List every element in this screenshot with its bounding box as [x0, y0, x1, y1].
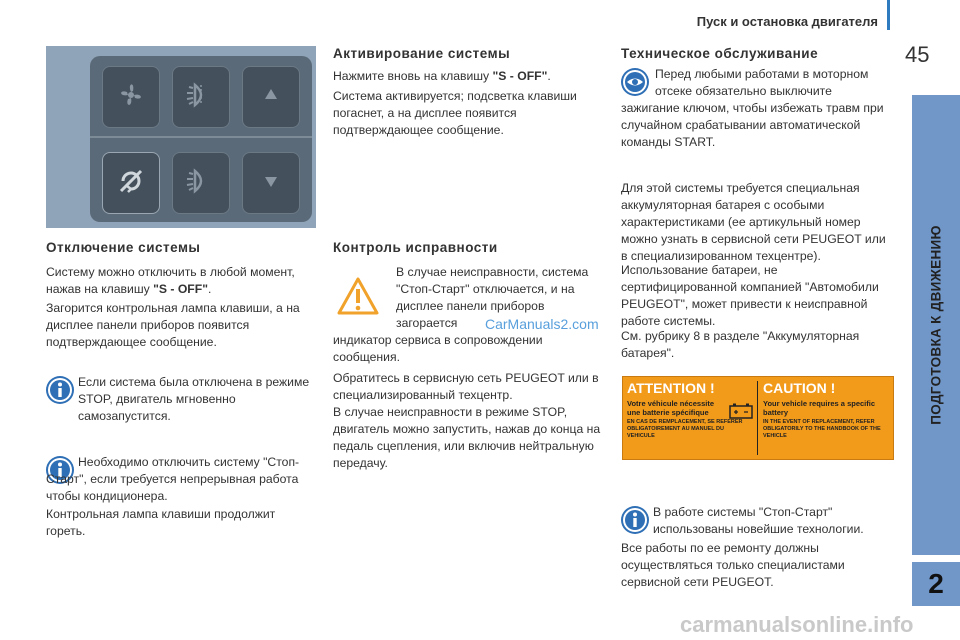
page-header-title: Пуск и остановка двигателя: [696, 14, 878, 29]
paragraph-contact-service: Обратитесь в сервисную сеть PEUGEOT или в специализированный техцентр.: [333, 371, 599, 402]
headlamp-switch-bottom: [172, 152, 230, 214]
paragraph-fault-indicator: индикатор сервиса в сопровождении сообщения.: [333, 333, 543, 364]
headlamp-icon: [181, 161, 221, 201]
arrow-down-icon: [251, 161, 291, 201]
s-off-key-label: "S - OFF": [492, 69, 548, 83]
page-number: 45: [905, 42, 930, 67]
chapter-number: 2: [912, 562, 960, 606]
headlamp-icon: [181, 75, 221, 115]
paragraph-repair-specialists: Все работы по ее ремонту должны осуществляться только специалистами сервисной сети PEUGEOT.: [621, 541, 845, 589]
panel-divider: [90, 136, 312, 138]
paragraph-activate-press: Нажмите вновь на клавишу "S - OFF".: [333, 69, 551, 83]
label-subtitle-en: Your vehicle requires a specific battery: [763, 399, 875, 417]
info-note-air-conditioning: Необходимо отключить систему "Стоп-Старт", если требуется непрерывная работа чтобы кондиционера.: [46, 455, 300, 503]
section-heading-maintenance: Техническое обслуживание: [621, 46, 819, 61]
paragraph-fault-warning: В случае неисправности, система "Стоп-Старт" отключается, и на дисплее панели приборов загорается: [396, 265, 589, 330]
chapter-title: ПОДГОТОВКА К ДВИЖЕНИЮ: [928, 225, 944, 425]
paragraph-maintenance-warning: Перед любыми работами в моторном отсеке обязательно выключите: [655, 67, 869, 98]
stop-start-off-icon: [111, 161, 151, 201]
paragraph-disable-confirm: Загорится контрольная лампа клавиши, а на дисплее панели приборов появится подтверждающее сообщение.: [46, 301, 300, 349]
section-heading-fault-check: Контроль исправности: [333, 240, 498, 255]
label-note-fr: EN CAS DE REMPLACEMENT, SE REFERER OBLIGATOIREMENT AU MANUEL DU VEHICULE: [627, 419, 743, 439]
paragraph-disable-intro: Систему можно отключить в любой момент, нажав на клавишу "S - OFF".: [46, 265, 295, 296]
label-title-en: CAUTION !: [763, 380, 836, 396]
switch-panel-photo: [46, 46, 316, 228]
chapter-side-tab: [912, 95, 960, 555]
label-french: [623, 377, 758, 459]
paragraph-activate-confirm: Система активируется; подсветка клавиши погаснет, а на дисплее появится подтверждающее сообщение.: [333, 89, 577, 137]
watermark-carmanuals2: CarManuals2.com: [485, 316, 599, 332]
s-off-key-label: "S - OFF": [153, 282, 208, 296]
s-off-key: [102, 152, 160, 214]
watermark-carmanualsonline: carmanualsonline.info: [680, 612, 914, 637]
info-note-stop-mode: Если система была отключена в режиме STOP, двигатель мгновенно самозапустится.: [78, 375, 310, 423]
warning-triangle-icon: [336, 276, 380, 316]
paragraph-maintenance-ignition: зажигание ключом, чтобы избежать травм при случайном срабатывании автоматической команды START.: [621, 101, 884, 149]
label-divider: [757, 381, 758, 455]
paragraph-see-section-8: См. рубрику 8 в разделе "Аккумуляторная батарея".: [621, 329, 860, 360]
label-note-en: IN THE EVENT OF REPLACEMENT, REFER OBLIGATORILY TO THE HANDBOOK OF THE VEHICLE: [763, 419, 881, 439]
arrow-up-icon: [251, 75, 291, 115]
fan-icon: [111, 75, 151, 115]
label-title-fr: ATTENTION !: [627, 380, 715, 396]
eye-icon: [621, 68, 649, 96]
battery-icon: [729, 403, 753, 419]
label-english: [759, 377, 894, 459]
battery-caution-label: [622, 376, 894, 460]
fan-switch: [102, 66, 160, 128]
arrow-switch-top: [242, 66, 300, 128]
section-heading-activate: Активирование системы: [333, 46, 511, 61]
paragraph-uncertified-battery: Использование батареи, не сертифицированной компанией "Автомобили PEUGEOT", может привести к неисправной работе системы.: [621, 263, 879, 328]
header-divider: [887, 0, 890, 30]
headlamp-switch-top: [172, 66, 230, 128]
info-note-new-technology: В работе системы "Стоп-Старт" использованы новейшие технологии.: [653, 505, 864, 536]
info-icon: [46, 376, 74, 404]
paragraph-battery-requirement: Для этой системы требуется специальная аккумуляторная батарея с особыми характеристиками (ее артикульный номер можно узнать в сервисной сети PEUGEOT или в специализированном техцентре).: [621, 181, 886, 263]
paragraph-restart-engine: В случае неисправности в режиме STOP, двигатель можно запустить, нажав до конца на педаль сцепления, или включив нейтральную передачу.: [333, 405, 601, 470]
paragraph-lamp-stays-on: Контрольная лампа клавиши продолжит гореть.: [46, 507, 276, 538]
arrow-switch-bottom: [242, 152, 300, 214]
switch-panel: [90, 56, 312, 222]
section-heading-disable: Отключение системы: [46, 240, 201, 255]
info-icon: [621, 506, 649, 534]
label-subtitle-fr: Votre véhicule nécessite une batterie spécifique: [627, 399, 714, 417]
